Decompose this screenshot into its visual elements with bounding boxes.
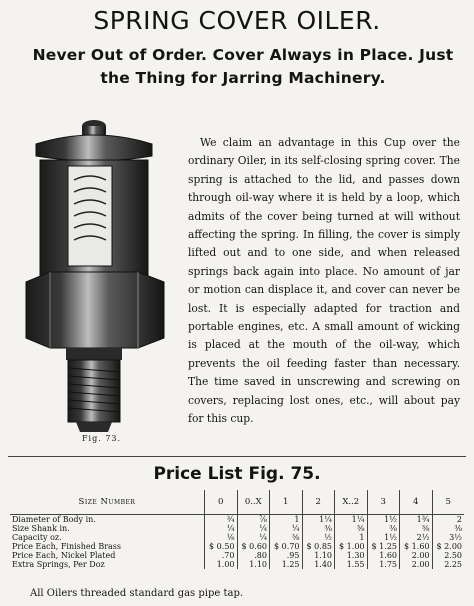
table-cell: 1½ <box>367 515 400 525</box>
table-cell: $ 0.50 <box>205 542 238 551</box>
table-cell: 1 <box>335 533 368 542</box>
table-cell: 1¾ <box>400 515 433 525</box>
table-row <box>10 551 464 560</box>
table-cell: ¼ <box>205 524 238 533</box>
divider <box>8 456 466 457</box>
table-row <box>10 533 464 542</box>
row-unit: in. <box>85 515 96 524</box>
size-number-header: Size Number <box>78 496 136 507</box>
table-cell: $ 1.25 <box>367 542 400 551</box>
table-cell: 2.25 <box>432 560 464 569</box>
table-cell: 2.50 <box>432 551 464 560</box>
table-cell: ¼ <box>237 524 270 533</box>
table-cell: 1.10 <box>237 560 270 569</box>
column-header: 2 <box>302 490 335 515</box>
table-cell: 1 <box>270 515 303 525</box>
table-cell: $ 0.70 <box>270 542 303 551</box>
column-header: 0..X <box>237 490 270 515</box>
table-cell: ⅜ <box>302 524 335 533</box>
subtitle: Never Out of Order. Cover Always in Place. Just the Thing for Jarring Machinery. <box>32 46 454 87</box>
table-cell: 3½ <box>432 533 464 542</box>
table-cell: $ 0.85 <box>302 542 335 551</box>
row-label: Size Shank <box>12 524 57 533</box>
column-header: 1 <box>270 490 303 515</box>
price-list-title: Price List Fig. 75. <box>153 464 321 484</box>
table-cell: 2 <box>432 515 464 525</box>
table-cell: .95 <box>270 551 303 560</box>
oiler-illustration <box>22 120 172 450</box>
table-row <box>10 515 464 525</box>
table-cell: $ 1.00 <box>335 542 368 551</box>
table-cell: 1¼ <box>302 515 335 525</box>
table-row <box>10 560 464 569</box>
column-header: 4 <box>400 490 433 515</box>
figure-caption: Fig. 73. <box>82 434 122 443</box>
table-cell: 1.30 <box>335 551 368 560</box>
table-cell: 1¼ <box>335 515 368 525</box>
table-cell: .80 <box>237 551 270 560</box>
table-cell: $ 1.60 <box>400 542 433 551</box>
table-cell: 1.55 <box>335 560 368 569</box>
column-header: X..2 <box>335 490 368 515</box>
row-label: Price Each, Finished Brass <box>12 542 122 551</box>
table-cell: 1.40 <box>302 560 335 569</box>
table-cell: 1½ <box>367 533 400 542</box>
table-cell: 1.25 <box>270 560 303 569</box>
row-label: Diameter of Body <box>12 515 84 524</box>
table-cell: ⅞ <box>237 515 270 525</box>
table-cell: ½ <box>302 533 335 542</box>
table-cell: 1.75 <box>367 560 400 569</box>
table-cell: $ 0.60 <box>237 542 270 551</box>
table-cell: 2½ <box>400 533 433 542</box>
table-cell: ⅜ <box>367 524 400 533</box>
row-label: Capacity <box>12 533 48 542</box>
table-cell: 1.10 <box>302 551 335 560</box>
footer-note: All Oilers threaded standard gas pipe tap. <box>30 588 244 599</box>
table-cell: ¾ <box>205 515 238 525</box>
table-cell: 2.00 <box>400 560 433 569</box>
price-table <box>10 490 464 569</box>
table-cell: 1.00 <box>205 560 238 569</box>
page-title: SPRING COVER OILER. <box>93 6 381 35</box>
table-cell: .70 <box>205 551 238 560</box>
table-cell: ⅛ <box>205 533 238 542</box>
table-cell: ⅜ <box>400 524 433 533</box>
table-cell: ¼ <box>270 524 303 533</box>
description-text: We claim an advantage in this Cup over the ordinary Oiler, in its self-closing spring cover. The spring is attached to the lid, and passes down through oil-way where it is held by a loop, which admits of the cover being turned at will without affecting the spring. In filling, the cover is simply lifted out and to one side, and when released springs back again into place. No amount of jar or motion can displace it, and cover can never be lost. It is especially adapted for traction and portable engines, etc. A small amount of wicking is placed at the mouth of the oil-way, which prevents the oil feeding faster than necessary. The time saved in unscrewing and screwing on covers, replacing lost ones, etc., will about pay for this cup. <box>188 136 460 426</box>
table-row <box>10 542 464 551</box>
row-label: Price Each, Nickel Plated <box>12 551 116 560</box>
column-header: 5 <box>432 490 464 515</box>
table-row <box>10 524 464 533</box>
table-cell: ⅜ <box>270 533 303 542</box>
row-unit: oz. <box>50 533 62 542</box>
table-cell: ⅜ <box>335 524 368 533</box>
row-label: Extra Springs, Per Doz <box>12 560 105 569</box>
row-unit: in. <box>59 524 70 533</box>
table-header-row <box>10 490 464 515</box>
table-cell: ¼ <box>237 533 270 542</box>
table-cell: $ 2.00 <box>432 542 464 551</box>
table-cell: 2.00 <box>400 551 433 560</box>
table-cell: 1.60 <box>367 551 400 560</box>
column-header: 0 <box>205 490 238 515</box>
table-cell: ⅜ <box>432 524 464 533</box>
column-header: 3 <box>367 490 400 515</box>
